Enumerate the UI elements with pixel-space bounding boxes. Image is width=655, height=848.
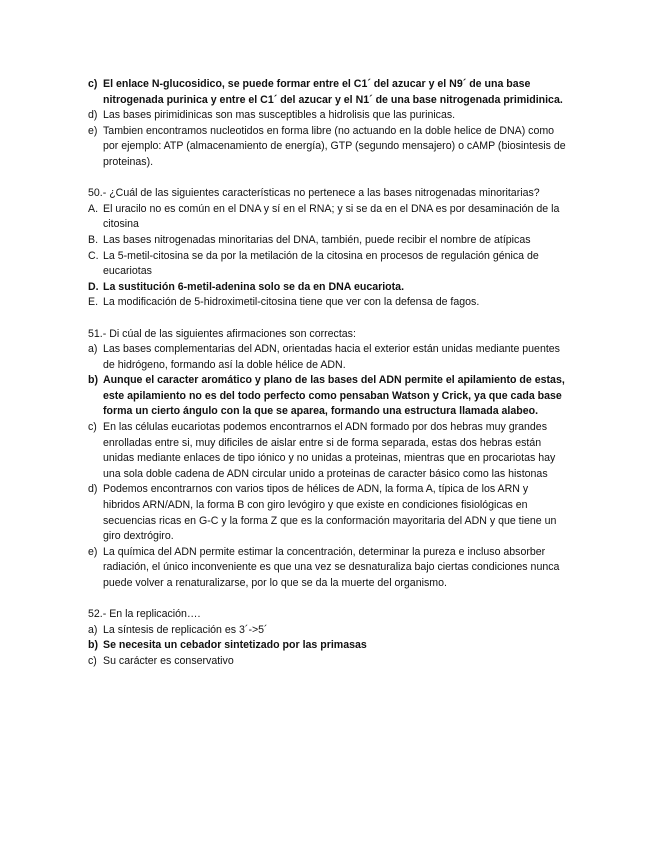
question-title: 50.- ¿Cuál de las siguientes características no pertenece a las bases nitrogenadas minoritarias? [88, 187, 540, 200]
option-e: e) La química del ADN permite estimar la concentración, determinar la pureza e incluso absorber radiación, el único inconveniente es que una vez se desnaturaliza bajo ciertas condiciones nunca puede volver a renaturalizarse, por lo que se da la muerte del organismo. [88, 545, 560, 589]
option-text: La sustitución 6-metil-adenina solo se da en DNA eucariota. [103, 280, 405, 293]
option-e: E. La modificación de 5-hidroximetil-citosina tiene que ver con la defensa de fagos. [88, 296, 480, 309]
option-text: Aunque el caracter aromático y plano de las bases del ADN permite el apilamiento de estas, este apilamiento no es del todo perfecto como pensaban Watson y Crick, ya que cada base forma un cierto ángulo con la que se aparea, formando una estructura llamada alabeo. [103, 374, 565, 418]
question-52 [88, 607, 568, 669]
option-text: La modificación de 5-hidroximetil-citosina tiene que ver con la defensa de fagos. [103, 296, 480, 309]
option-text: La 5-metil-citosina se da por la metilación de la citosina en procesos de regulación génica de eucariotas [103, 249, 539, 278]
option-text: En las células eucariotas podemos encontrarnos el ADN formado por dos hebras muy grandes enrolladas entre si, muy dificiles de aislar entre si de forma separada, estas dos hebras están unidas mediante enlaces de tipo iónico y no unidas a proteinas, mientras que en procariotas hay una sola doble cadena de ADN circular unido a proteinas de caracter básico como las histonas [103, 421, 556, 480]
option-e: e) Tambien encontramos nucleotidos en forma libre (no actuando en la doble helice de DNA) como por ejemplo: ATP (almacenamiento de energía), GTP (segundo mensajero) o cAMP (biosintesis de proteinas). [88, 124, 566, 168]
question-title: 51.- Di cúal de las siguientes afirmaciones son correctas: [88, 327, 356, 340]
option-b: B. Las bases nitrogenadas minoritarias del DNA, también, puede recibir el nombre de atípicas [88, 233, 531, 246]
question-title: 52.- En la replicación…. [88, 608, 201, 621]
option-c: c) En las células eucariotas podemos encontrarnos el ADN formado por dos hebras muy grandes enrolladas entre si, muy dificiles de aislar entre si de forma separada, estas dos hebras están unidas mediante enlaces de tipo iónico y no unidas a proteinas, mientras que en procariotas hay una sola doble cadena de ADN circular unido a proteinas de caracter básico como las histonas [88, 421, 556, 480]
document-content [88, 77, 568, 670]
option-a: a) Las bases complementarias del ADN, orientadas hacia el exterior están unidas mediante puentes de hidrógeno, formando así la doble hélice de ADN. [88, 343, 560, 371]
option-text: El enlace N-glucosidico, se puede formar entre el C1´ del azucar y el N9´ de una base nitrogenada purinica y entre el C1´ del azucar y el N1´ de una base nitrogenada primidinica. [103, 78, 563, 106]
option-text: Se necesita un cebador sintetizado por las primasas [103, 639, 367, 652]
option-c: c) El enlace N-glucosidico, se puede formar entre el C1´ del azucar y el N9´ de una base nitrogenada purinica y entre el C1´ del azucar y el N1´ de una base nitrogenada primidinica. [88, 78, 563, 106]
option-a: a) La síntesis de replicación es 3´->5´ [88, 623, 268, 636]
option-d: d) Podemos encontrarnos con varios tipos de hélices de ADN, la forma A, típica de los ARN y hibridos ARN/ADN, la forma B con giro levógiro y que existe en condiciones fisiológicas en secuencias ricas en G-C y la forma Z que es la conformación mayoritaria del ADN y que tiene un giro dextrógiro. [88, 483, 557, 543]
option-b: b) Se necesita un cebador sintetizado por las primasas [88, 639, 367, 652]
option-c: c) Su carácter es conservativo [88, 654, 234, 667]
option-text: La síntesis de replicación es 3´->5´ [103, 623, 268, 636]
option-a: A. El uracilo no es común en el DNA y sí en el RNA; y si se da en el DNA es por desaminación de la citosina [88, 202, 560, 231]
option-d: D. La sustitución 6-metil-adenina solo se da en DNA eucariota. [88, 280, 405, 293]
option-text: Las bases pirimidinicas son mas susceptibles a hidrolisis que las purinicas. [103, 109, 456, 122]
question-50 [88, 186, 568, 311]
option-text: Tambien encontramos nucleotidos en forma libre (no actuando en la doble helice de DNA) como por ejemplo: ATP (almacenamiento de energía), GTP (segundo mensajero) o cAMP (biosintesis de proteinas). [103, 124, 566, 168]
option-text: Su carácter es conservativo [103, 654, 234, 667]
question-49-continuation [88, 77, 568, 171]
option-text: Podemos encontrarnos con varios tipos de hélices de ADN, la forma A, típica de los ARN y hibridos ARN/ADN, la forma B con giro levógiro y que existe en condiciones fisiológicas en secuencias ricas en G-C y la forma Z que es la conformación mayoritaria del ADN y que tiene un giro dextrógiro. [103, 483, 557, 543]
option-text: Las bases nitrogenadas minoritarias del DNA, también, puede recibir el nombre de atípicas [103, 233, 531, 246]
option-d: d) Las bases pirimidinicas son mas susceptibles a hidrolisis que las purinicas. [88, 109, 456, 122]
option-c: C. La 5-metil-citosina se da por la metilación de la citosina en procesos de regulación génica de eucariotas [88, 249, 539, 278]
option-text: El uracilo no es común en el DNA y sí en el RNA; y si se da en el DNA es por desaminación de la citosina [103, 202, 560, 231]
option-b: b) Aunque el caracter aromático y plano de las bases del ADN permite el apilamiento de estas, este apilamiento no es del todo perfecto como pensaban Watson y Crick, ya que cada base forma un cierto ángulo con la que se aparea, formando una estructura llamada alabeo. [88, 374, 565, 418]
question-51 [88, 327, 568, 592]
option-text: La química del ADN permite estimar la concentración, determinar la pureza e incluso absorber radiación, el único inconveniente es que una vez se desnaturaliza bajo ciertas condiciones nunca puede volver a renaturalizarse, por lo que se da la muerte del organismo. [103, 545, 560, 589]
option-text: Las bases complementarias del ADN, orientadas hacia el exterior están unidas mediante puentes de hidrógeno, formando así la doble hélice de ADN. [103, 343, 560, 371]
